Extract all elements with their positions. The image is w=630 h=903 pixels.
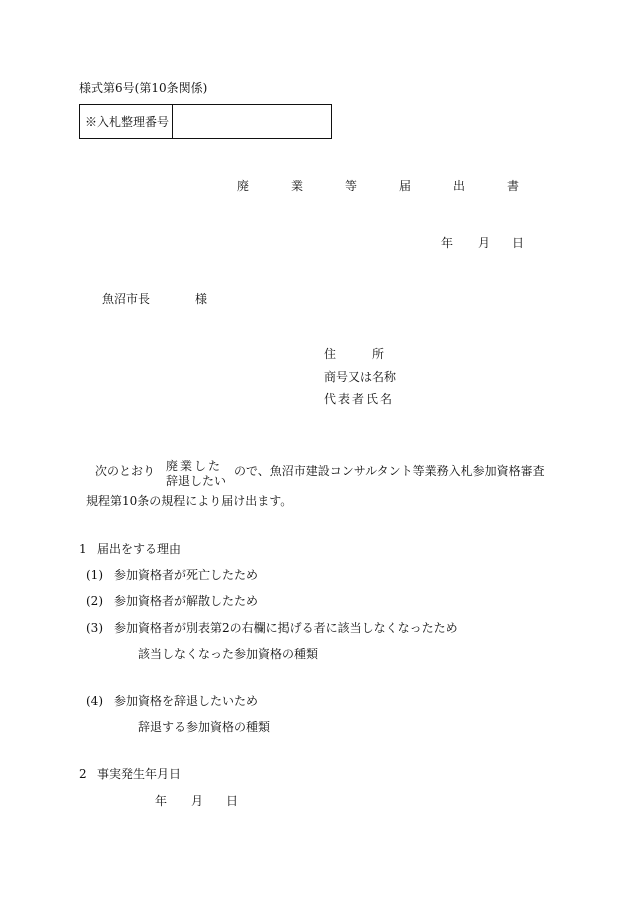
address-label: 住 所 (324, 347, 385, 361)
document-title: 廃 業 等 届 出 書 (237, 179, 535, 193)
body-options (166, 459, 226, 489)
section1-heading: 届出をする理由 (97, 542, 182, 556)
bid-number-box (79, 104, 332, 139)
body-line2: 規程第10条の規程により届け出ます。 (86, 494, 293, 508)
reason-item-number: (3) (86, 621, 103, 635)
reason-item-text: 参加資格を辞退したいため (114, 694, 259, 708)
form-number: 様式第6号(第10条関係) (79, 81, 208, 95)
reason-item-text: 参加資格者が別表第2の右欄に掲げる者に該当しなくなったため (114, 621, 458, 635)
representative-label: 代表者氏名 (324, 392, 395, 406)
date-day-label: 日 (512, 236, 525, 250)
occurrence-day-label: 日 (226, 794, 239, 808)
date-month-label: 月 (478, 236, 491, 250)
section1-number: 1 (79, 542, 87, 556)
section2-heading: 事実発生年月日 (97, 767, 182, 781)
reason-item4-subline: 辞退する参加資格の種類 (138, 720, 271, 734)
bid-number-label: ※入札整理番号 (80, 105, 173, 138)
reason-item-number: (2) (86, 594, 103, 608)
occurrence-year-label: 年 (155, 794, 168, 808)
reason-item-text: 参加資格者が解散したため (114, 594, 259, 608)
section2-number: 2 (79, 767, 87, 781)
occurrence-month-label: 月 (191, 794, 204, 808)
body-option-withdraw: 辞退したい (166, 474, 227, 488)
body-suffix: ので、魚沼市建設コンサルタント等業務入札参加資格審査 (234, 464, 545, 478)
date-year-label: 年 (441, 236, 454, 250)
addressee-honorific: 様 (195, 292, 208, 306)
body-prefix: 次のとおり (95, 464, 156, 478)
bid-number-value[interactable] (173, 105, 331, 138)
addressee-name: 魚沼市長 (102, 292, 151, 306)
body-option-closed: 廃業した (166, 459, 223, 473)
reason-item-number: (1) (86, 568, 103, 582)
reason-item3-subline: 該当しなくなった参加資格の種類 (138, 647, 319, 661)
reason-item-text: 参加資格者が死亡したため (114, 568, 259, 582)
trade-name-label: 商号又は名称 (324, 370, 397, 384)
reason-item-number: (4) (86, 694, 103, 708)
